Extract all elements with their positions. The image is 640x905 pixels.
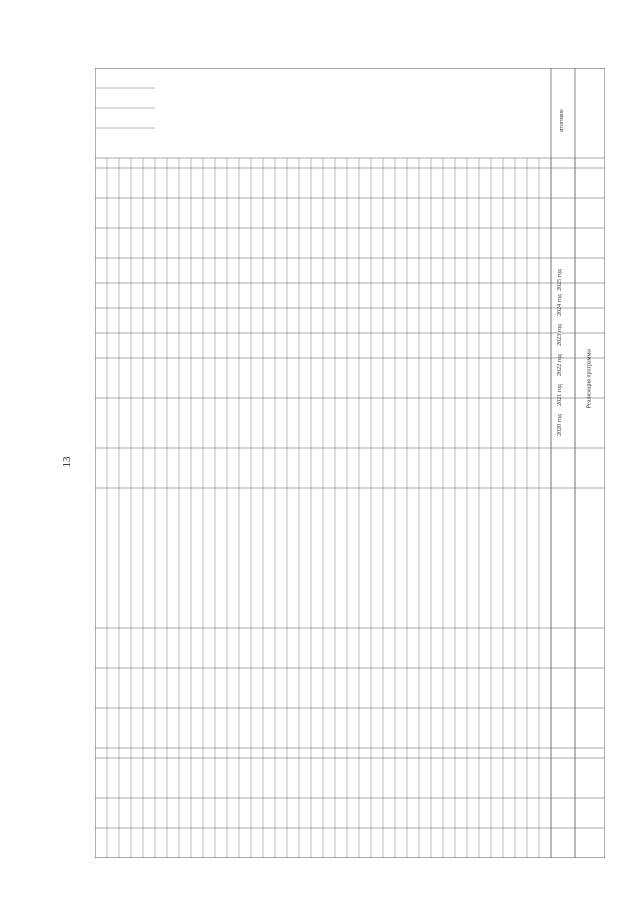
program-block-header [575,248,605,508]
last-column-header [551,72,573,168]
year-label: 2024 год [557,294,563,316]
year-label: 2021 год [557,384,563,406]
year-label: 2025 год [557,269,563,291]
table-grid [95,68,605,858]
page-number: 13 [61,456,73,468]
last-column-header-text: итоговое [558,108,565,132]
year-label: 2020 год [557,414,563,436]
data-table [95,68,605,858]
year-label: 2022 год [557,354,563,376]
year-label: 2023 год [557,324,563,346]
program-block-header-text: Реализация программы [586,348,593,408]
